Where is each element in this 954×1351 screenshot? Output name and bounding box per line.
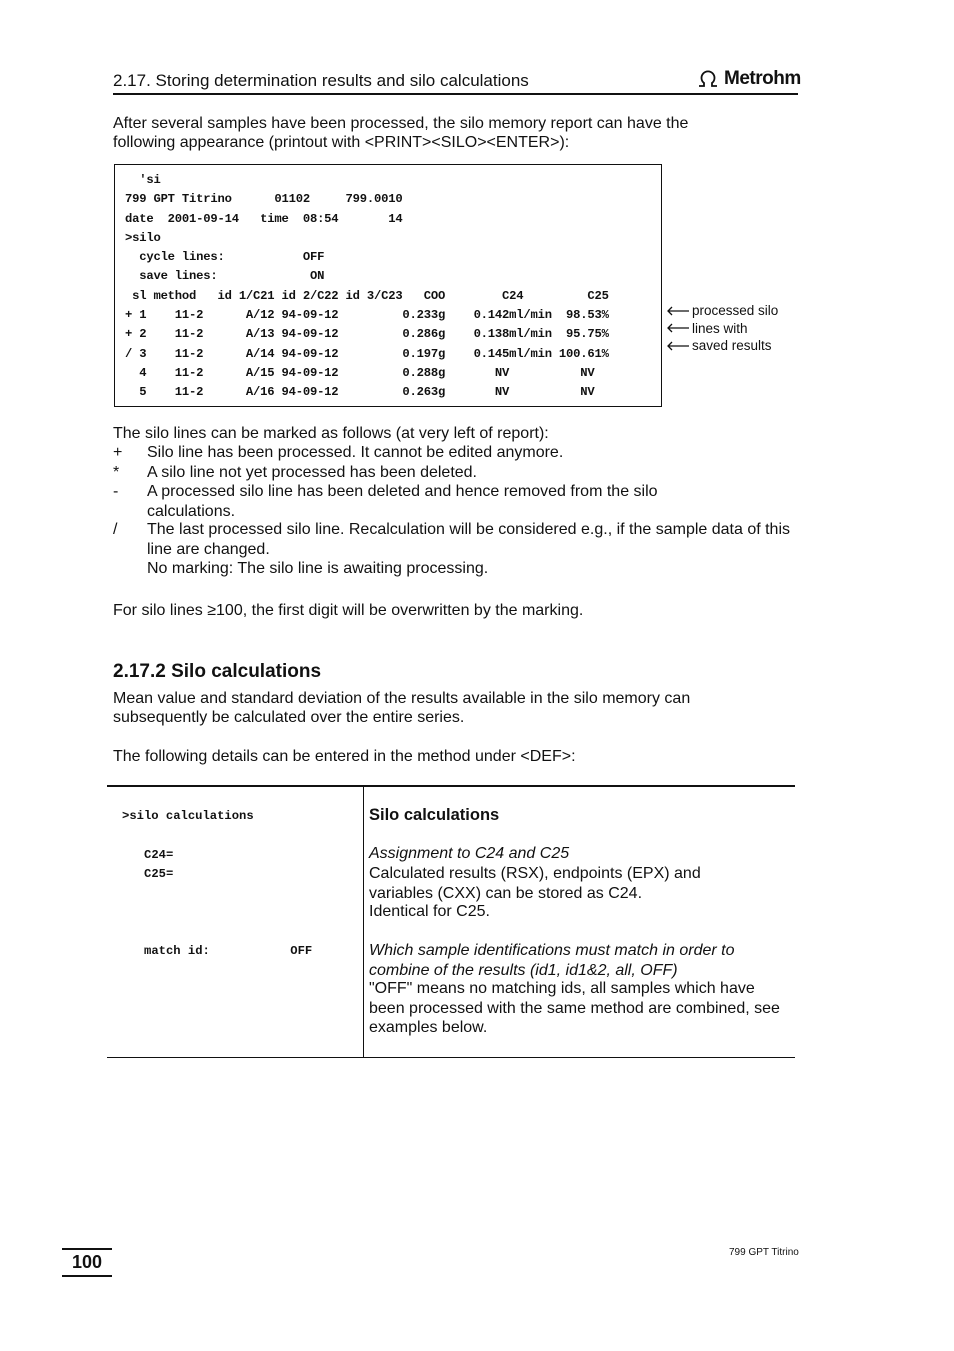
match-body: "OFF" means no matching ids, all samples which have been processed with the same method are combined, see examples below. [369, 980, 780, 1036]
report-line: 5 11-2 A/16 94-09-12 0.263g NV NV [125, 385, 595, 400]
assign-title: Assignment to C24 and C25 [369, 845, 570, 862]
marking-text: The last processed silo line. Recalculation will be considered e.g., if the sample data of this line are changed. [147, 521, 791, 558]
match-title: Which sample identifications must match in order to combine of the results (id1, id1&2, all, OFF) [369, 942, 735, 979]
page-number: 100 [72, 1252, 103, 1272]
annotation-row [666, 337, 796, 355]
report-line: save lines: ON [125, 269, 325, 284]
annotation-text: processed silo [692, 303, 779, 319]
def-intro: The following details can be entered in the method under <DEF>: [113, 748, 576, 765]
marking-text: A processed silo line has been deleted and hence removed from the silo calculations. [147, 483, 658, 520]
marking-symbol: - [113, 483, 119, 500]
intro-line-2: following appearance (printout with <PRINT><SILO><ENTER>): [113, 134, 570, 151]
marking-symbol: / [113, 521, 118, 538]
report-line: / 3 11-2 A/14 94-09-12 0.197g 0.145ml/min 100.61% [125, 346, 609, 361]
intro-line-1: After several samples have been processed, the silo memory report can have the [113, 115, 689, 132]
annotation-row [666, 302, 796, 320]
table-column-divider [363, 786, 364, 1058]
header-rule [113, 93, 798, 95]
list-item [113, 443, 803, 463]
annotation-text: saved results [692, 338, 772, 354]
page-number-rule-bottom [62, 1275, 112, 1277]
annotation-text: lines with [692, 320, 748, 336]
markings-intro: The silo lines can be marked as follows (at very left of report): [113, 425, 549, 442]
no-marking-note: No marking: The silo line is awaiting processing. [147, 560, 489, 577]
assign-body: Calculated results (RSX), endpoints (EPX) and variables (CXX) can be stored as C24. [369, 865, 701, 902]
list-item [113, 482, 803, 521]
silo-report-box [114, 164, 662, 407]
overwrite-note: For silo lines ≥100, the first digit will be overwritten by the marking. [113, 602, 584, 619]
logo-text: Metrohm [724, 68, 801, 89]
cmd-c24: C24= [144, 848, 174, 862]
cmd-c25: C25= [144, 867, 174, 881]
page-number-rule-top [62, 1248, 112, 1250]
cmd-silo-calculations: >silo calculations [122, 809, 254, 823]
report-line: date 2001-09-14 time 08:54 14 [125, 211, 403, 226]
annotation-row [666, 320, 796, 338]
report-line: cycle lines: OFF [125, 250, 325, 265]
page-header-title: 2.17. Storing determination results and silo calculations [113, 71, 529, 90]
report-line: 799 GPT Titrino 01102 799.0010 [125, 192, 403, 207]
list-item [113, 463, 803, 483]
metrohm-logo [697, 68, 801, 90]
report-line: sl method id 1/C21 id 2/C22 id 3/C23 COO C24 C25 [125, 288, 609, 303]
report-line: >silo [125, 230, 161, 245]
table-bottom-rule [107, 1057, 795, 1058]
table-top-rule [107, 785, 795, 787]
report-line: 4 11-2 A/15 94-09-12 0.288g NV NV [125, 365, 595, 380]
cmd-match-id: match id: OFF [144, 944, 313, 958]
report-line: + 1 11-2 A/12 94-09-12 0.233g 0.142ml/min 98.53% [125, 308, 609, 323]
def-heading: Silo calculations [369, 806, 500, 824]
marking-symbol: * [113, 464, 120, 481]
report-line: + 2 11-2 A/13 94-09-12 0.286g 0.138ml/min 95.75% [125, 327, 609, 342]
section-paragraph-line-2: subsequently be calculated over the entire series. [113, 709, 465, 726]
arrow-left-icon [666, 306, 690, 316]
marking-text: Silo line has been processed. It cannot be edited anymore. [147, 444, 564, 461]
arrow-left-icon [666, 341, 690, 351]
marking-text: A silo line not yet processed has been deleted. [147, 464, 477, 481]
section-paragraph-line-1: Mean value and standard deviation of the results available in the silo memory can [113, 690, 691, 707]
section-heading: 2.17.2 Silo calculations [113, 661, 322, 682]
arrow-left-icon [666, 323, 690, 333]
marking-symbol: + [113, 444, 123, 461]
assign-identical: Identical for C25. [369, 903, 490, 920]
omega-logo-icon [697, 70, 719, 88]
silo-report [125, 171, 609, 403]
report-line: 'si [125, 173, 161, 187]
footer-product-name: 799 GPT Titrino [729, 1247, 799, 1258]
processed-lines-annotation [666, 302, 796, 355]
list-item [113, 520, 803, 559]
